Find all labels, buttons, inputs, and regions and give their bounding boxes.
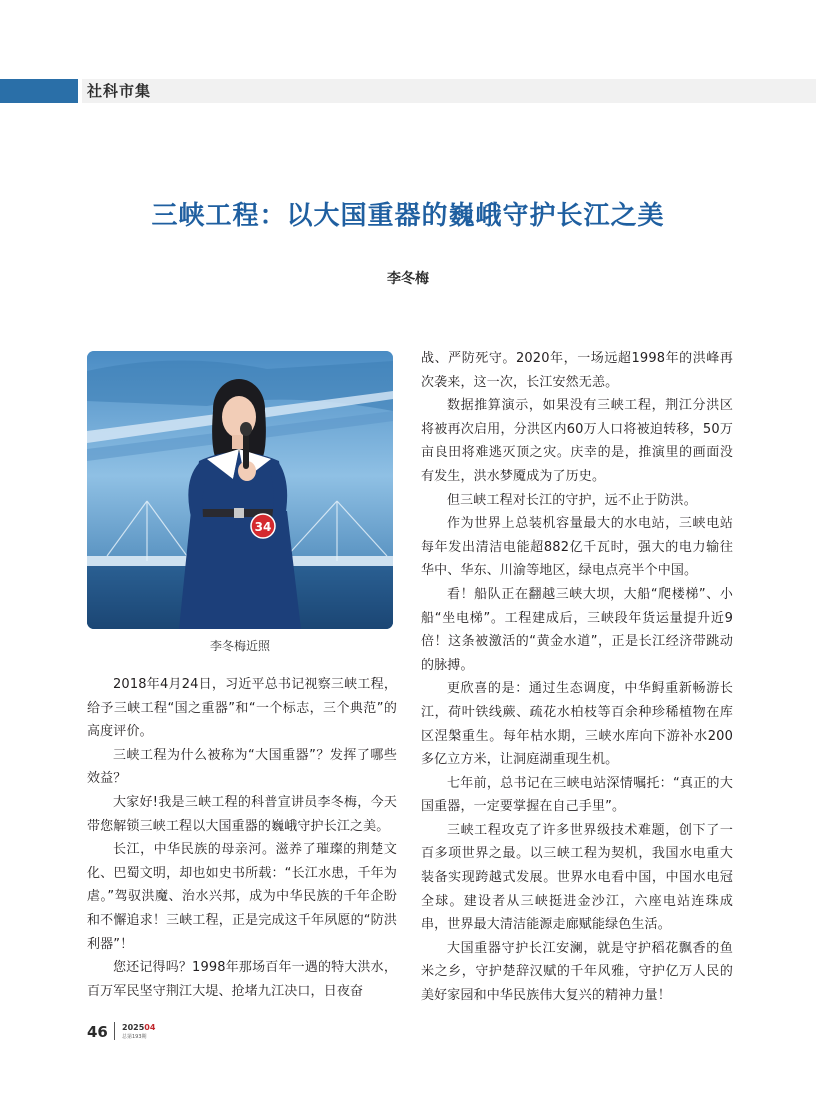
issue-total: 总第193期 [122, 1034, 147, 1040]
issue-year: 2025 [122, 1023, 145, 1032]
right-column [421, 347, 733, 1008]
paragraph: 数据推算演示，如果没有三峡工程，荆江分洪区将被再次启用，分洪区内60万人口将被迫转移，50万亩良田将难逃灭顶之灾。庆幸的是，推演里的画面没有发生，洪水梦魇成为了历史。 [421, 398, 733, 484]
section-name: 社科市集 [87, 82, 152, 100]
issue-number [122, 1023, 155, 1032]
paragraph: 更欣喜的是：通过生态调度，中华鲟重新畅游长江，荷叶铁线蕨、疏花水柏枝等百余种珍稀植物在库区涅槃重生。每年枯水期，三峡水库向下游补水200多亿立方米，让洞庭湖重现生机。 [421, 681, 733, 768]
section-header-accent [0, 79, 78, 103]
paragraph: 作为世界上总装机容量最大的水电站，三峡电站每年发出清洁电能超882亿千瓦时，强大的电力输往华中、华东、川渝等地区，绿电点亮半个中国。 [421, 516, 733, 579]
author-photo [87, 351, 393, 629]
article-title: 三峡工程：以大国重器的巍峨守护长江之美 [151, 201, 665, 231]
paragraph: 三峡工程为什么被称为“大国重器”？发挥了哪些效益？ [87, 747, 397, 787]
left-column [87, 673, 397, 1003]
section-header-band [82, 79, 816, 103]
page-number: 46 [87, 1023, 108, 1041]
paragraph: 大国重器守护长江安澜，就是守护稻花飘香的鱼米之乡，守护楚辞汉赋的千年风雅，守护亿万人民的美好家园和中华民族伟大复兴的精神力量！ [421, 940, 733, 1004]
badge-number: 34 [254, 520, 272, 534]
photo-caption: 李冬梅近照 [209, 639, 270, 653]
paragraph: 大家好!我是三峡工程的科普宣讲员李冬梅，今天带您解锁三峡工程以大国重器的巍峨守护长江之美。 [87, 794, 397, 834]
paragraph: 但三峡工程对长江的守护，远不止于防洪。 [447, 492, 697, 508]
footer-divider [114, 1022, 115, 1040]
paragraph: 七年前，总书记在三峡电站深情嘱托：“真正的大国重器，一定要掌握在自己手里”。 [421, 775, 733, 815]
article-author: 李冬梅 [387, 271, 429, 287]
paragraph: 长江，中华民族的母亲河。滋养了璀璨的荆楚文化、巴蜀文明，却也如史书所载：“长江水患，千年为虐。”驾驭洪魔、治水兴邦，成为中华民族的千年企盼和不懈追求！三峡工程，正是完成这千年夙愿的“防洪利器”！ [87, 842, 397, 952]
issue-no: 04 [144, 1023, 156, 1032]
paragraph-continued: 战、严防死守。2020年，一场远超1998年的洪峰再次袭来，这一次，长江安然无恙。 [421, 351, 733, 390]
paragraph: 2018年4月24日，习近平总书记视察三峡工程，给予三峡工程“国之重器”和“一个标志，三个典范”的高度评价。 [87, 677, 397, 740]
paragraph: 三峡工程攻克了许多世界级技术难题，创下了一百多项世界之最。以三峡工程为契机，我国水电重大装备实现跨越式发展。世界水电看中国，中国水电冠全球。建设者从三峡挺进金沙江，六座电站连珠成串，世界最大清洁能源走廊赋能绿色生活。 [421, 822, 733, 933]
paragraph: 看！船队正在翻越三峡大坝，大船“爬楼梯”、小船“坐电梯”。工程建成后，三峡段年货运量提升近9倍！这条被激活的“黄金水道”，正是长江经济带跳动的脉搏。 [421, 586, 733, 673]
paragraph: 您还记得吗？1998年那场百年一遇的特大洪水，百万军民坚守荆江大堤、抢堵九江决口，日夜奋 [87, 960, 397, 999]
